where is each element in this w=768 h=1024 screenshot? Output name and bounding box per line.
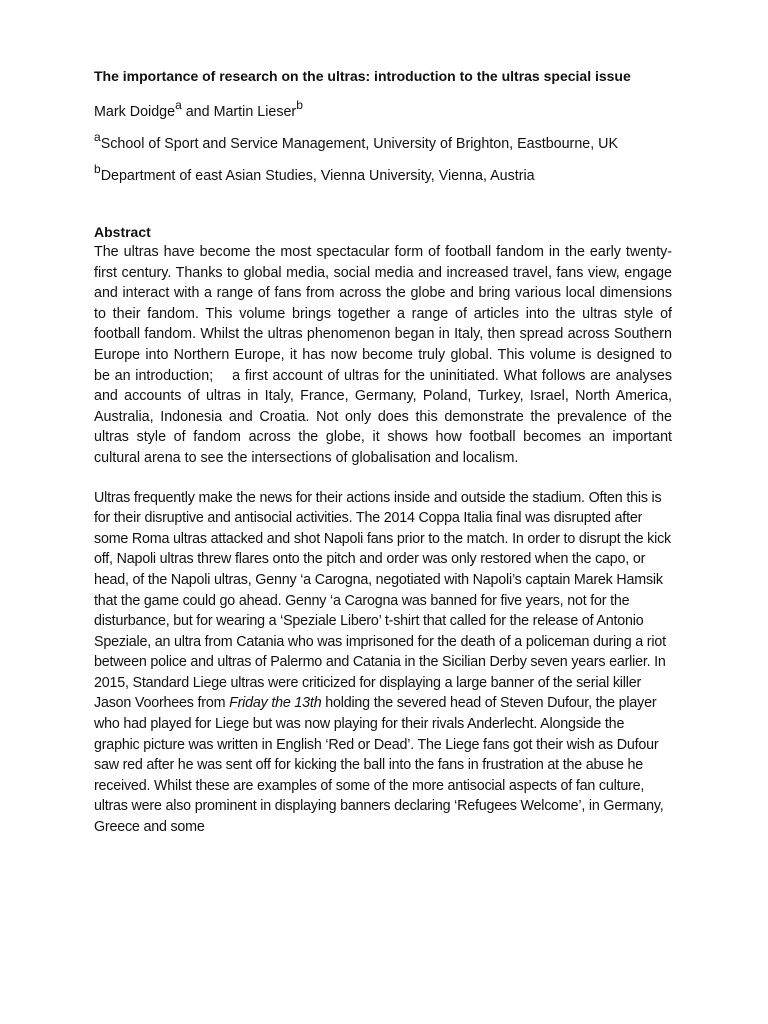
author-conjunction: and (181, 104, 214, 120)
affiliation-mark: b (94, 162, 101, 177)
affiliation-text: Department of east Asian Studies, Vienna University, Vienna, Austria (100, 168, 535, 184)
author-line (94, 98, 672, 122)
body-text: Ultras frequently make the news for their actions inside and outside the stadium. Often this is for their disruptive and antisocial activities. The 2014 Coppa Italia final was disrupted after some Roma ultras attacked and shot Napoli fans prior to the match. In order to disrupt the kick off, Napoli ultras threw flares onto the pitch and order was only restored when the capo, or head, of the Napoli ultras, Genny ‘a Carogna, negotiated with Napoli’s captain Marek Hamsik that the game could go ahead. Genny ‘a Carogna was banned for five years, not for the disturbance, but for wearing a ‘Speziale Libero’ t-shirt that called for the release of Antonio Speziale, an ultra from Catania who was imprisoned for the death of a policeman during a riot between police and ultras of Palermo and Catania in the Sicilian Derby seven years earlier. In 2015, Standard Liege ultras were criticized for displaying a large banner of the serial killer Jason Voorhees from (94, 489, 671, 712)
author-name: Martin Lieser (213, 104, 297, 120)
affiliation-text: School of Sport and Service Management, University of Brighton, Eastbourne, UK (100, 136, 619, 152)
body-text: holding the severed head of Steven Dufour, the player who had played for Liege but was now playing for their rivals Anderlecht. Alongside the graphic picture was written in English ‘Red or Dead’. The Liege fans got their wish as Dufour saw red after he was sent off for kicking the ball into the fans in frustration at the abuse he received. Whilst these are examples of some of the more antisocial aspects of fan culture, ultras were also prominent in displaying banners declaring ‘Refugees Welcome’, in Germany, Greece and some (94, 695, 664, 836)
film-title: Friday the 13th (229, 695, 322, 712)
page-content (94, 66, 676, 838)
affiliation-mark: a (175, 98, 182, 113)
author-name: Mark Doidge (94, 104, 176, 120)
affiliation-mark: a (94, 130, 101, 145)
affiliation-mark: b (296, 98, 303, 113)
paper-title: The importance of research on the ultras: introduction to the ultras special issue (94, 68, 631, 84)
affiliation (94, 162, 672, 186)
abstract-heading: Abstract (94, 224, 151, 240)
body-paragraph (94, 488, 672, 838)
abstract-text: The ultras have become the most spectacular form of football fandom in the early twenty-first century. Thanks to global media, social media and increased travel, fans view, engage and interact with a range of fans from across the globe and bring various local dimensions to their fandom. This volume brings together a range of articles into the ultras style of football fandom. Whilst the ultras phenomenon began in Italy, then spread across Southern Europe into Northern Europe, it has now become truly global. This volume is designed to be an introduction; a first account of ultras for the uninitiated. What follows are analyses and accounts of ultras in Italy, France, Germany, Poland, Turkey, Israel, North America, Australia, Indonesia and Croatia. Not only does this demonstrate the prevalence of the ultras style of fandom across the globe, it shows how football becomes an important cultural arena to see the intersections of globalisation and localism. (94, 244, 676, 466)
affiliation (94, 130, 672, 154)
